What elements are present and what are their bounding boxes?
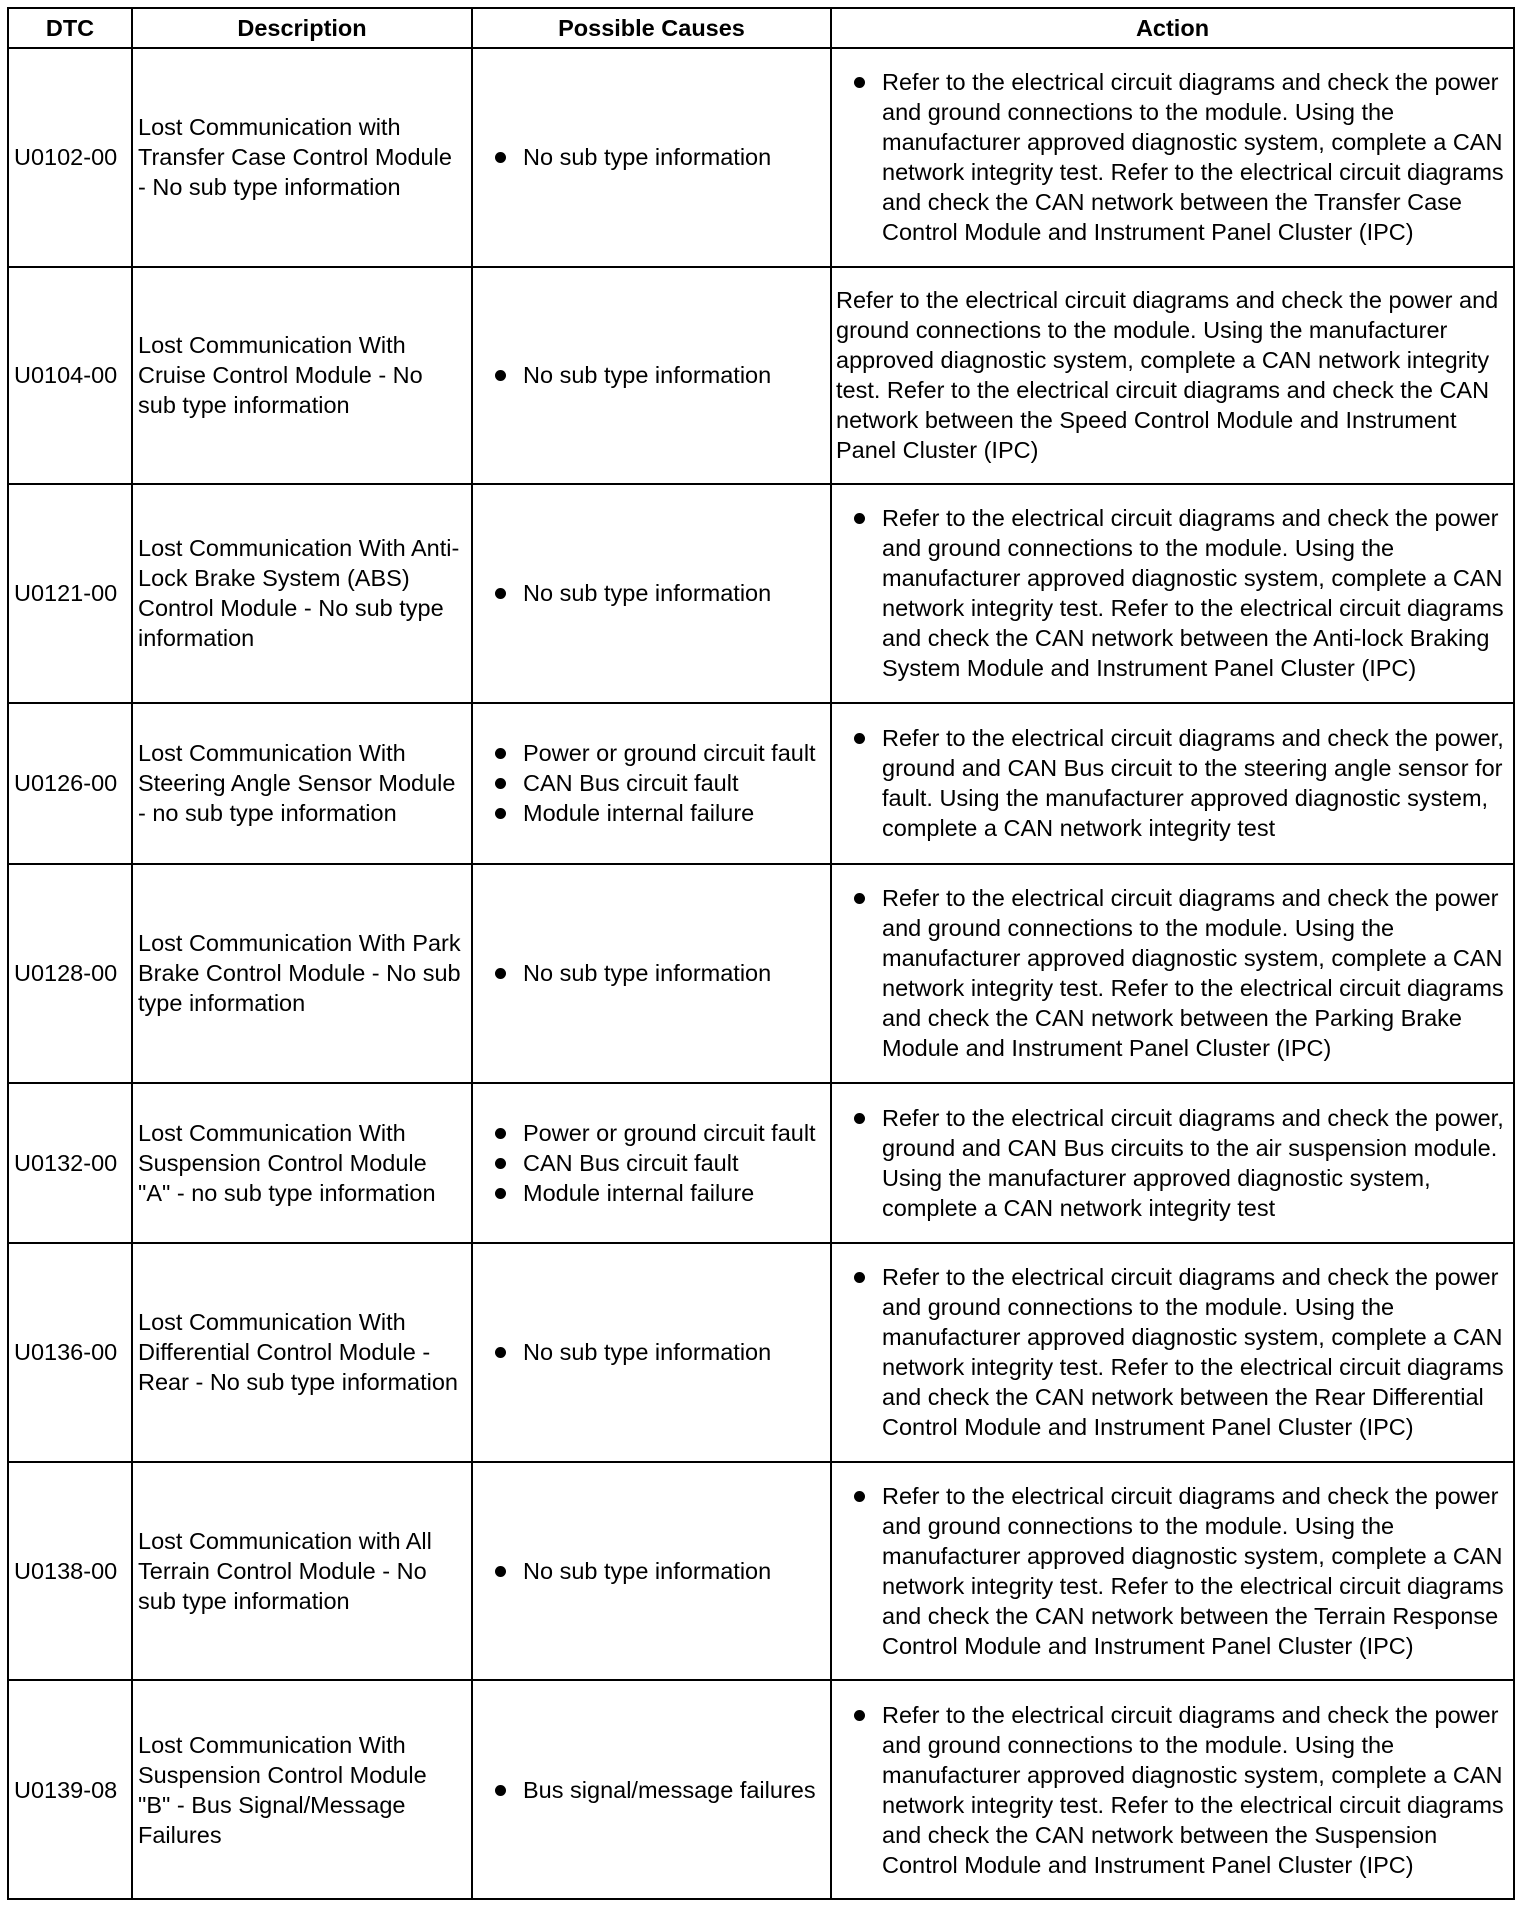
bullet-icon	[854, 513, 865, 524]
action	[831, 1680, 1514, 1899]
action	[831, 1462, 1514, 1681]
bullet-icon	[495, 968, 506, 979]
dtc-description: Lost Communication With Steering Angle Sensor Module - no sub type information	[132, 703, 472, 864]
bullet-icon	[495, 778, 506, 789]
bullet-icon	[495, 588, 506, 599]
table-row	[8, 703, 1514, 864]
possible-causes	[472, 484, 831, 703]
action-list	[842, 883, 1507, 1063]
action-item	[842, 1481, 1507, 1661]
cause-text: No sub type information	[523, 144, 772, 171]
possible-causes	[472, 267, 831, 484]
dtc-code: U0139-08	[8, 1680, 132, 1899]
causes-list	[483, 142, 824, 172]
action	[831, 1083, 1514, 1243]
cause-item	[483, 738, 824, 768]
cause-item	[483, 578, 824, 608]
cause-item	[483, 142, 824, 172]
action-text: Refer to the electrical circuit diagrams and check the power and ground connections to the module. Using the manufacturer approved diagnostic system, complete a CAN network integrity test. Refer to the electrical circuit diagrams and check the CAN network between the Suspension Control Module and Instrument Panel Cluster (IPC)	[882, 1701, 1504, 1878]
action-list	[842, 1700, 1507, 1880]
causes-list	[483, 1556, 824, 1586]
action	[831, 703, 1514, 864]
action-text: Refer to the electrical circuit diagrams and check the power and ground connections to the module. Using the manufacturer approved diagnostic system, complete a CAN network integrity test. Refer to the electrical circuit diagrams and check the CAN network between the Parking Brake Module and Instrument Panel Cluster (IPC)	[882, 885, 1504, 1062]
bullet-icon	[495, 1158, 506, 1169]
possible-causes	[472, 48, 831, 267]
action-text: Refer to the electrical circuit diagrams and check the power, ground and CAN Bus circuits to the air suspension module. Using the manufacturer approved diagnostic system, complete a CAN network integrity test	[882, 1104, 1504, 1221]
header-possible-causes: Possible Causes	[472, 8, 831, 48]
table-row	[8, 267, 1514, 484]
table-body	[8, 48, 1514, 1899]
header-row	[8, 8, 1514, 48]
possible-causes	[472, 1243, 831, 1462]
action-text: Refer to the electrical circuit diagrams and check the power and ground connections to the module. Using the manufacturer approved diagnostic system, complete a CAN network integrity test. Refer to the electrical circuit diagrams and check the CAN network between the Transfer Case Control Module and Instrument Panel Cluster (IPC)	[882, 69, 1504, 246]
bullet-icon	[854, 893, 865, 904]
bullet-icon	[495, 748, 506, 759]
action	[831, 1243, 1514, 1462]
action-list	[842, 1481, 1507, 1661]
cause-item	[483, 1556, 824, 1586]
cause-text: Module internal failure	[523, 1179, 755, 1206]
dtc-description: Lost Communication With Park Brake Control Module - No sub type information	[132, 864, 472, 1083]
action-text: Refer to the electrical circuit diagrams and check the power and ground connections to the module. Using the manufacturer approved diagnostic system, complete a CAN network integrity test. Refer to the electrical circuit diagrams and check the CAN network between the Anti-lock Braking System Module and Instrument Panel Cluster (IPC)	[882, 505, 1504, 682]
dtc-code: U0104-00	[8, 267, 132, 484]
action	[831, 864, 1514, 1083]
bullet-icon	[495, 1347, 506, 1358]
table-row	[8, 1083, 1514, 1243]
bullet-icon	[854, 77, 865, 88]
table-row	[8, 864, 1514, 1083]
cause-item	[483, 1118, 824, 1148]
cause-text: Bus signal/message failures	[523, 1776, 816, 1803]
causes-list	[483, 738, 824, 828]
cause-item	[483, 768, 824, 798]
dtc-code: U0121-00	[8, 484, 132, 703]
action-list	[842, 1262, 1507, 1442]
causes-list	[483, 578, 824, 608]
bullet-icon	[495, 808, 506, 819]
possible-causes	[472, 1680, 831, 1899]
dtc-description: Lost Communication With Differential Control Module - Rear - No sub type information	[132, 1243, 472, 1462]
dtc-code: U0136-00	[8, 1243, 132, 1462]
cause-text: No sub type information	[523, 1339, 772, 1366]
possible-causes	[472, 1083, 831, 1243]
action-text: Refer to the electrical circuit diagrams and check the power and ground connections to the module. Using the manufacturer approved diagnostic system, complete a CAN network integrity test. Refer to the electrical circuit diagrams and check the CAN network between the Rear Differential Control Module and Instrument Panel Cluster (IPC)	[882, 1264, 1504, 1441]
header-description: Description	[132, 8, 472, 48]
bullet-icon	[495, 1188, 506, 1199]
cause-text: No sub type information	[523, 1557, 772, 1584]
action-item	[842, 503, 1507, 683]
cause-text: CAN Bus circuit fault	[523, 1149, 739, 1176]
possible-causes	[472, 703, 831, 864]
cause-item	[483, 1148, 824, 1178]
bullet-icon	[495, 1566, 506, 1577]
dtc-code: U0126-00	[8, 703, 132, 864]
dtc-code: U0102-00	[8, 48, 132, 267]
bullet-icon	[854, 1113, 865, 1124]
causes-list	[483, 1118, 824, 1208]
possible-causes	[472, 1462, 831, 1681]
cause-item	[483, 360, 824, 390]
action-item	[842, 723, 1507, 843]
header-dtc: DTC	[8, 8, 132, 48]
cause-text: Module internal failure	[523, 800, 755, 827]
cause-text: Power or ground circuit fault	[523, 1119, 816, 1146]
bullet-icon	[854, 1710, 865, 1721]
causes-list	[483, 1337, 824, 1367]
action-item	[842, 1262, 1507, 1442]
dtc-description: Lost Communication with Transfer Case Control Module - No sub type information	[132, 48, 472, 267]
dtc-code: U0132-00	[8, 1083, 132, 1243]
action-list	[842, 723, 1507, 843]
cause-item	[483, 1178, 824, 1208]
bullet-icon	[495, 1128, 506, 1139]
cause-text: No sub type information	[523, 960, 772, 987]
cause-item	[483, 958, 824, 988]
action-text: Refer to the electrical circuit diagrams and check the power and ground connections to the module. Using the manufacturer approved diagnostic system, complete a CAN network integrity test. Refer to the electrical circuit diagrams and check the CAN network between the Terrain Response Control Module and Instrument Panel Cluster (IPC)	[882, 1482, 1504, 1659]
bullet-icon	[495, 1785, 506, 1796]
cause-text: CAN Bus circuit fault	[523, 770, 739, 797]
dtc-description: Lost Communication With Suspension Control Module "B" - Bus Signal/Message Failures	[132, 1680, 472, 1899]
dtc-code: U0128-00	[8, 864, 132, 1083]
cause-item	[483, 798, 824, 828]
action-list	[842, 67, 1507, 247]
cause-text: No sub type information	[523, 362, 772, 389]
dtc-description: Lost Communication With Suspension Control Module "A" - no sub type information	[132, 1083, 472, 1243]
action-item	[842, 67, 1507, 247]
dtc-code: U0138-00	[8, 1462, 132, 1681]
dtc-description: Lost Communication With Anti-Lock Brake System (ABS) Control Module - No sub type information	[132, 484, 472, 703]
bullet-icon	[495, 152, 506, 163]
table-row	[8, 1243, 1514, 1462]
bullet-icon	[854, 1272, 865, 1283]
header-action: Action	[831, 8, 1514, 48]
causes-list	[483, 360, 824, 390]
action-item	[842, 1103, 1507, 1223]
action-list	[842, 1103, 1507, 1223]
action	[831, 484, 1514, 703]
dtc-description: Lost Communication with All Terrain Control Module - No sub type information	[132, 1462, 472, 1681]
action: Refer to the electrical circuit diagrams and check the power and ground connections to the module. Using the manufacturer approved diagnostic system, complete a CAN network integrity test. Refer to the electrical circuit diagrams and check the CAN network between the Speed Control Module and Instrument Panel Cluster (IPC)	[831, 267, 1514, 484]
cause-item	[483, 1775, 824, 1805]
dtc-table	[7, 7, 1515, 1900]
cause-item	[483, 1337, 824, 1367]
dtc-description: Lost Communication With Cruise Control Module - No sub type information	[132, 267, 472, 484]
bullet-icon	[854, 1491, 865, 1502]
cause-text: Power or ground circuit fault	[523, 740, 816, 767]
action-list	[842, 503, 1507, 683]
causes-list	[483, 958, 824, 988]
table-header	[8, 8, 1514, 48]
bullet-icon	[495, 370, 506, 381]
causes-list	[483, 1775, 824, 1805]
action	[831, 48, 1514, 267]
cause-text: No sub type information	[523, 580, 772, 607]
table-row	[8, 484, 1514, 703]
possible-causes	[472, 864, 831, 1083]
table-row	[8, 48, 1514, 267]
table-row	[8, 1462, 1514, 1681]
action-text: Refer to the electrical circuit diagrams and check the power, ground and CAN Bus circuit to the steering angle sensor for fault. Using the manufacturer approved diagnostic system, complete a CAN network integrity test	[882, 725, 1504, 842]
action-item	[842, 883, 1507, 1063]
action-item	[842, 1700, 1507, 1880]
bullet-icon	[854, 733, 865, 744]
table-row	[8, 1680, 1514, 1899]
